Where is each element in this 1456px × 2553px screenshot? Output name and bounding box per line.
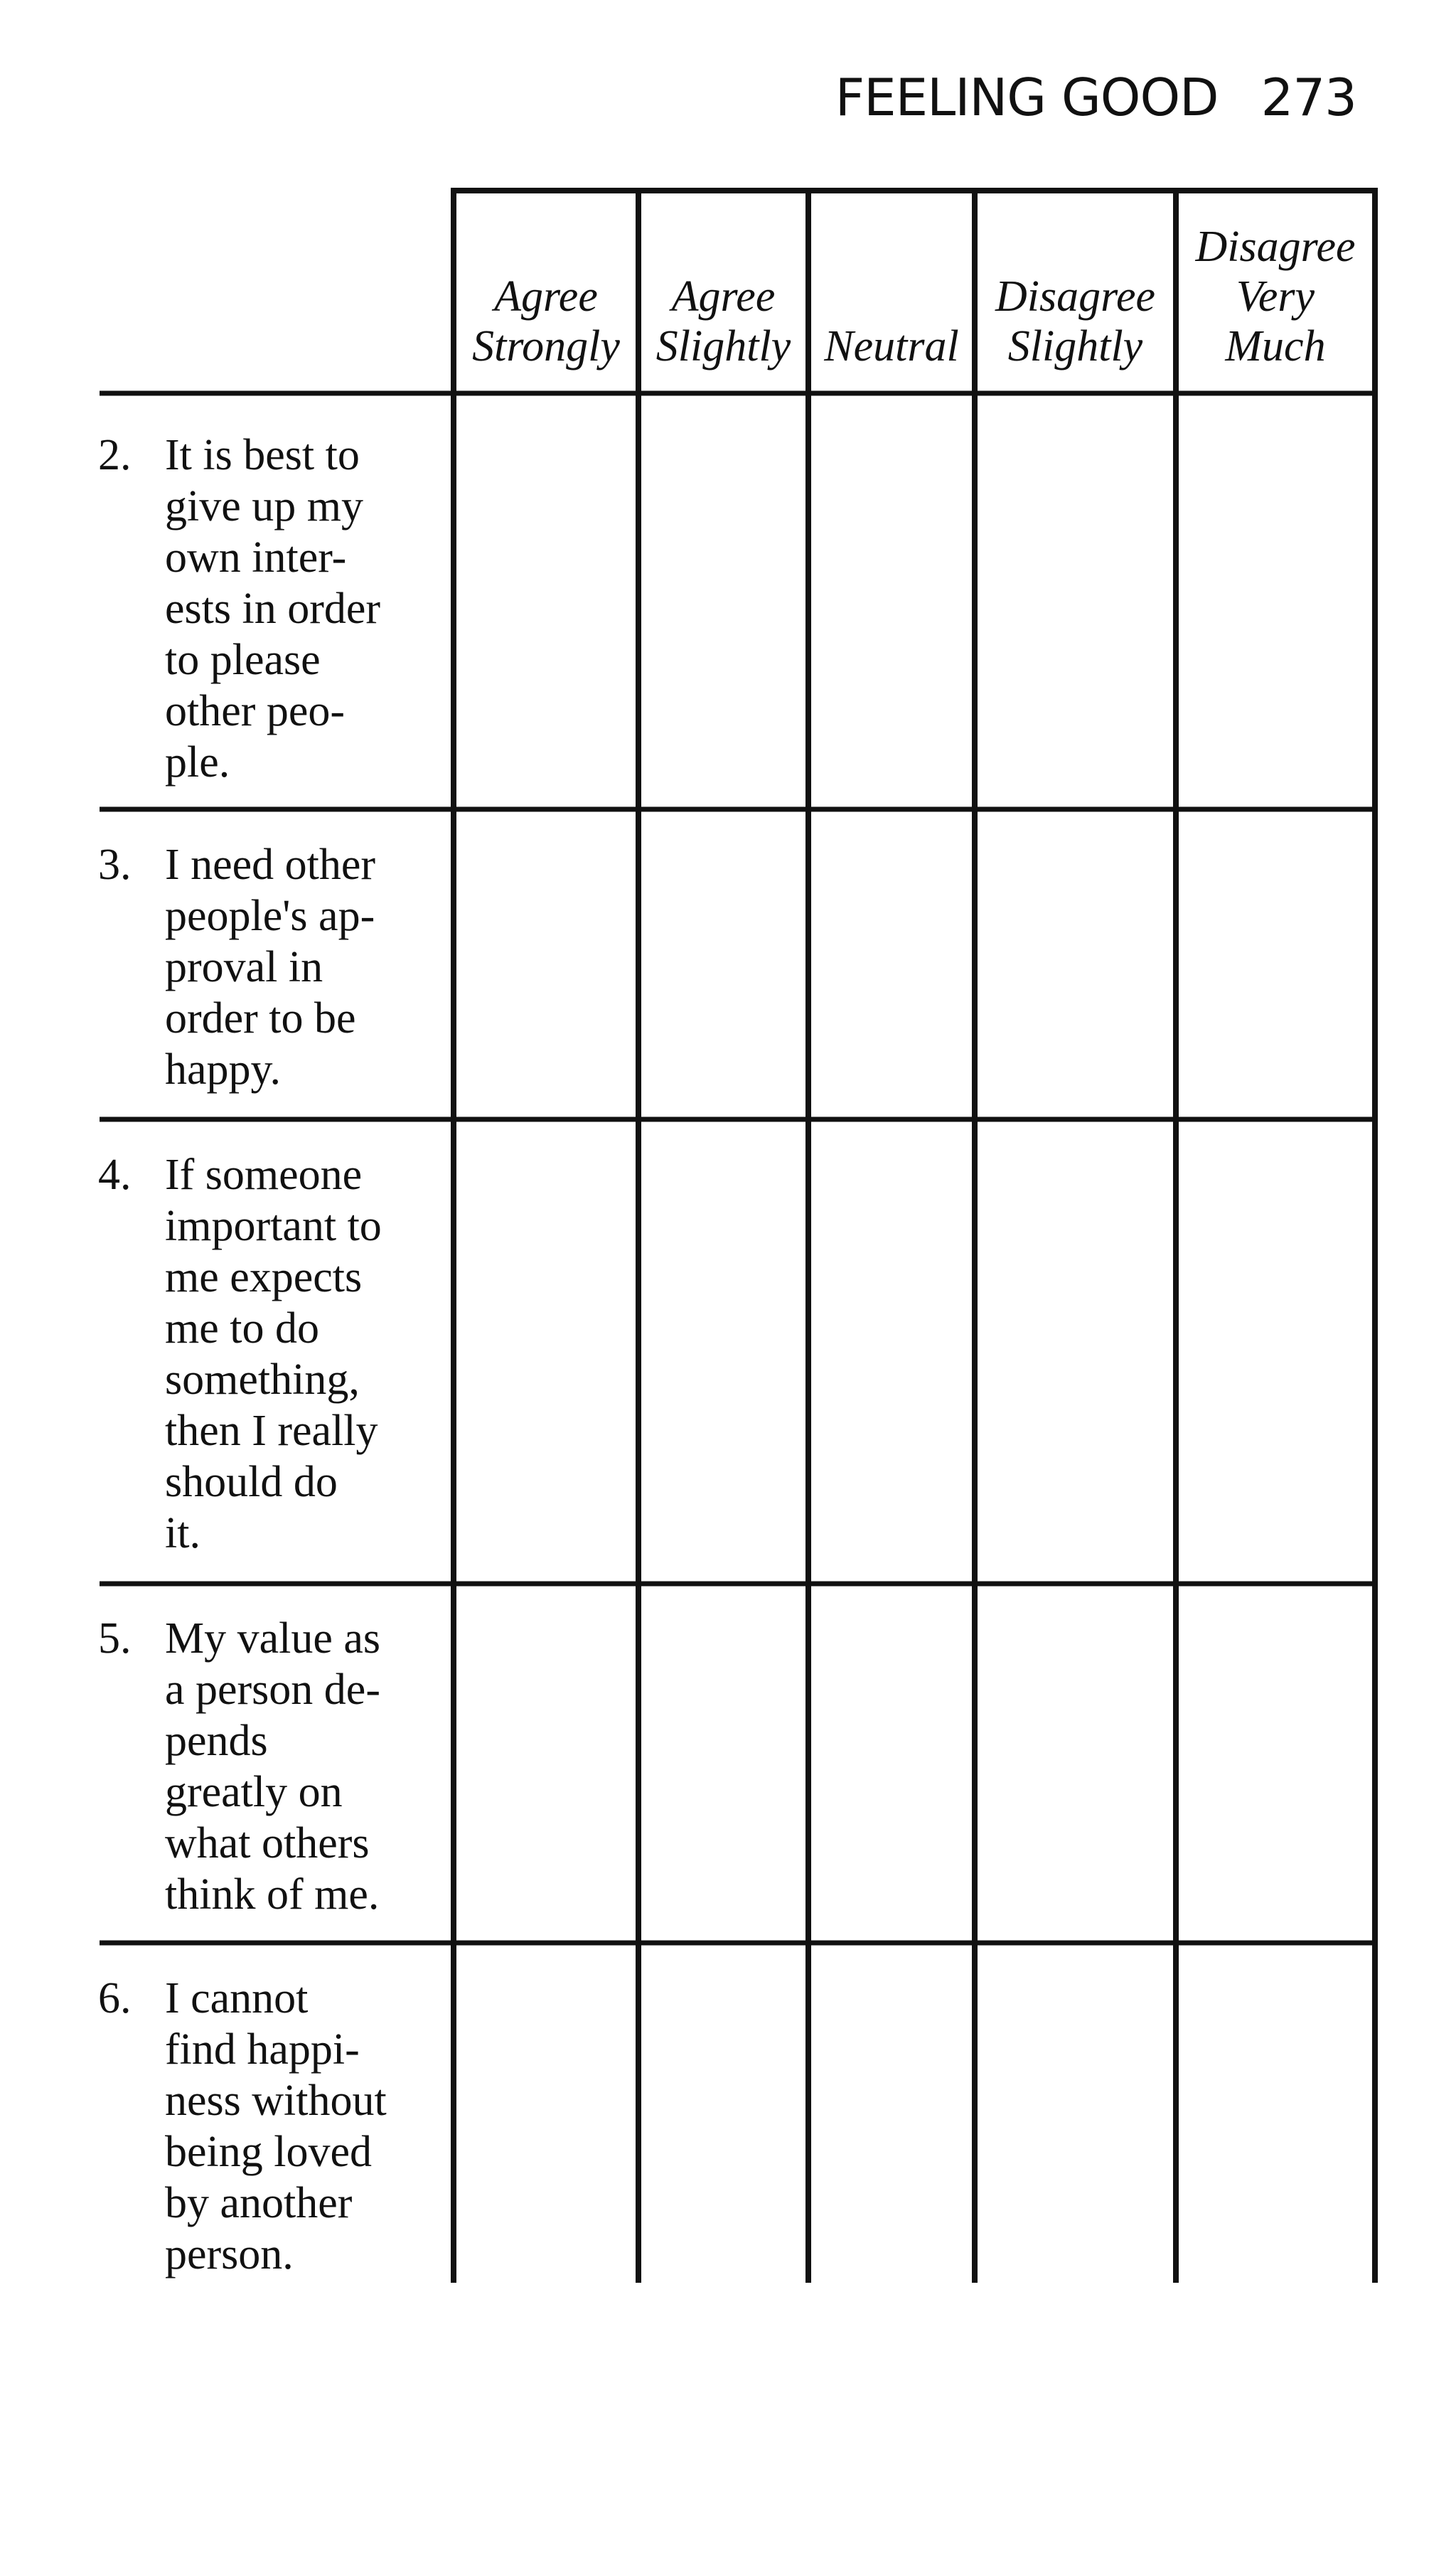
column-header-agree-strongly bbox=[456, 191, 636, 378]
column-header-disagree-slightly bbox=[978, 191, 1173, 378]
statement-item-3 bbox=[98, 839, 439, 1095]
column-header-label: Disagree Very Much bbox=[1195, 223, 1356, 371]
column-header-label: Agree Strongly bbox=[472, 272, 620, 371]
statement-item-2 bbox=[98, 430, 439, 788]
column-header-disagree-very-much bbox=[1179, 191, 1372, 378]
statement-item-6 bbox=[98, 1973, 439, 2280]
column-header-label: Agree Slightly bbox=[655, 272, 791, 371]
statement-number: 4. bbox=[98, 1151, 132, 1199]
column-header-label: Disagree Slightly bbox=[995, 272, 1155, 371]
column-header-agree-slightly bbox=[641, 191, 805, 378]
statement-text: It is best to give up my own inter- ests in order to please other peo- ple. bbox=[165, 431, 381, 787]
page-number: 273 bbox=[1260, 68, 1356, 127]
statement-number: 6. bbox=[98, 1974, 132, 2022]
statement-text: If someone important to me expects me to do something, then I really should do it. bbox=[165, 1151, 382, 1557]
book-title: FEELING GOOD bbox=[835, 68, 1219, 127]
statement-item-5 bbox=[98, 1613, 439, 1920]
statement-number: 5. bbox=[98, 1614, 132, 1663]
column-header-label: Neutral bbox=[824, 322, 959, 371]
statement-number: 3. bbox=[98, 841, 132, 889]
column-header-neutral bbox=[811, 191, 972, 378]
statement-text: My value as a person de- pends greatly on what others think of me. bbox=[165, 1614, 381, 1919]
statement-text: I cannot find happi- ness without being loved by another person. bbox=[165, 1974, 387, 2278]
statement-text: I need other people's ap- proval in order to be happy. bbox=[165, 841, 376, 1094]
statement-item-4 bbox=[98, 1149, 439, 1559]
statement-number: 2. bbox=[98, 431, 132, 479]
